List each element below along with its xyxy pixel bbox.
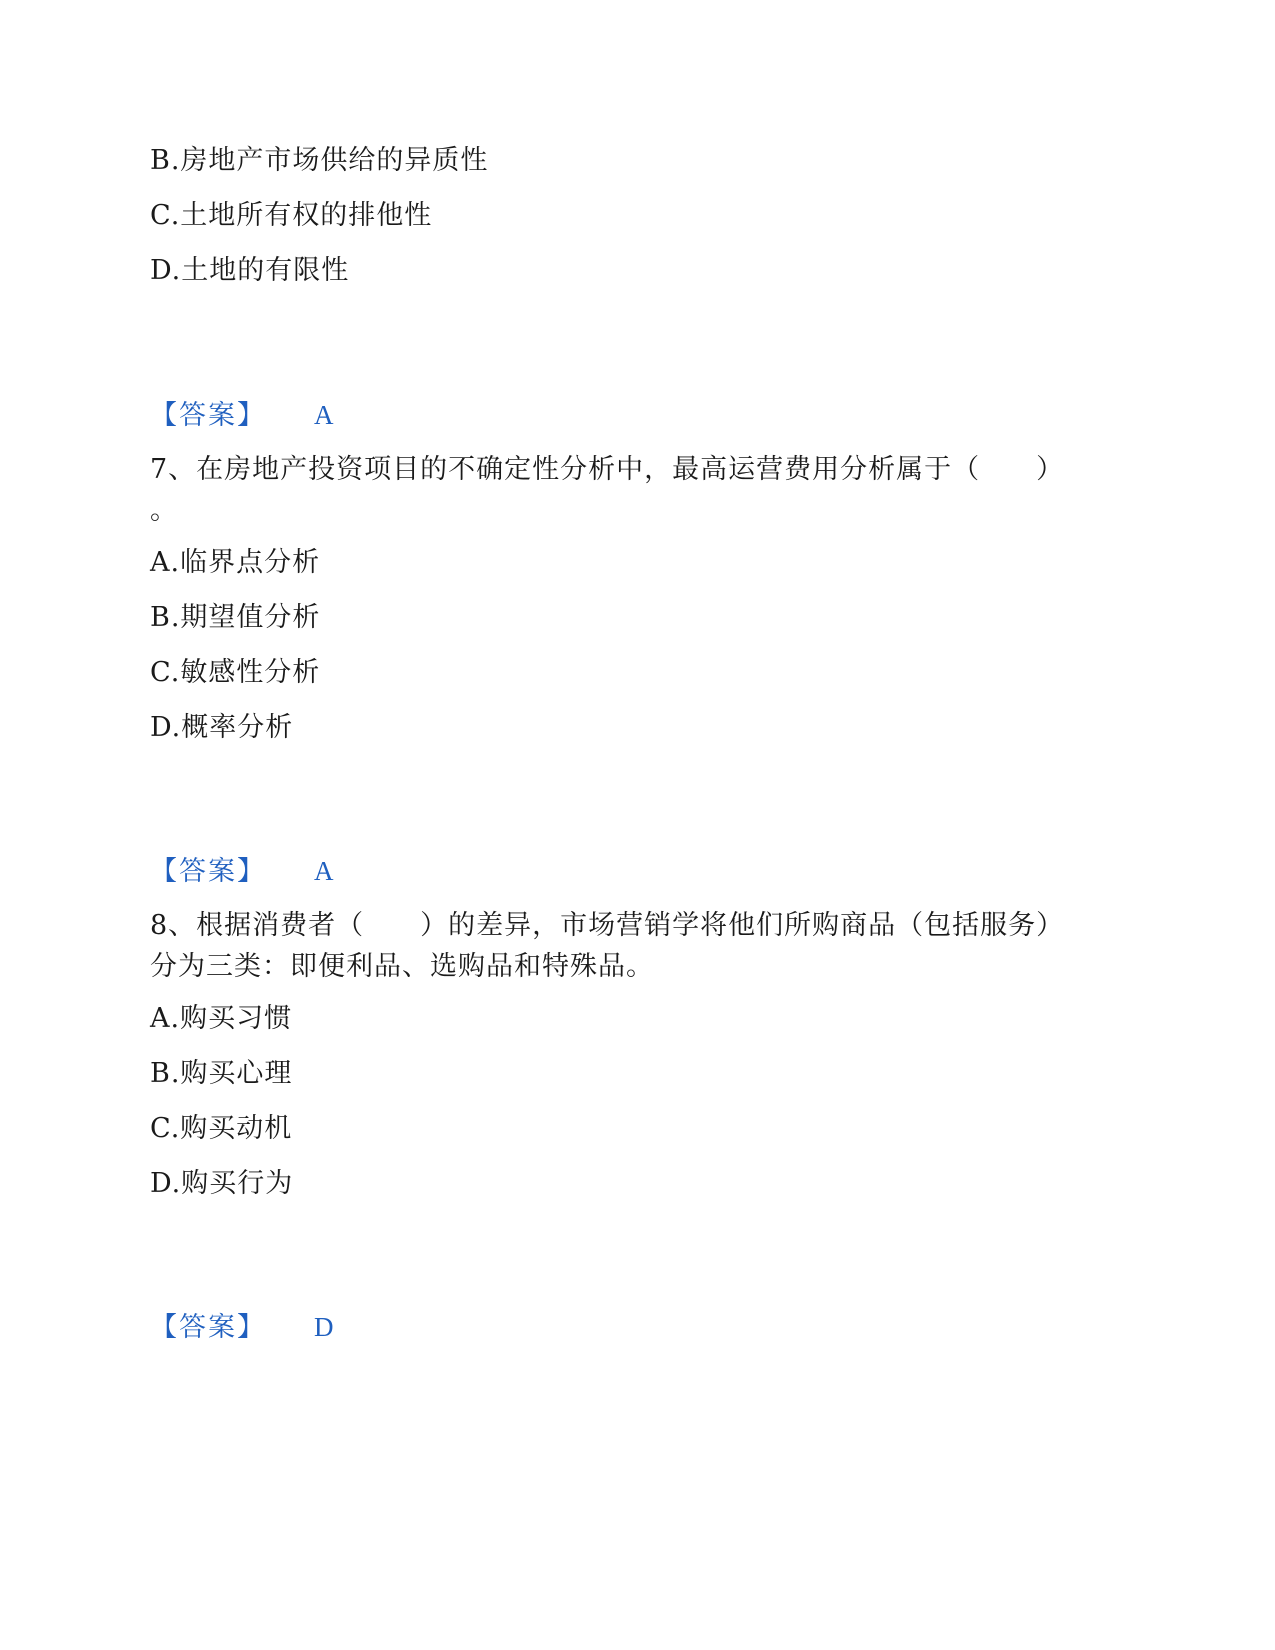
q7-option-a: A.临界点分析 (150, 547, 321, 578)
answer-value: A (314, 400, 334, 430)
q7-answer (150, 853, 334, 890)
q8-option-b: B.购买心理 (150, 1058, 293, 1089)
answer-value: A (314, 856, 334, 886)
answer-prev (150, 397, 334, 434)
q8-option-d: D.购买行为 (150, 1168, 294, 1199)
q7-option-b: B.期望值分析 (150, 602, 321, 633)
q7-stem-line1: 7、在房地产投资项目的不确定性分析中，最高运营费用分析属于（ ） (150, 454, 1065, 485)
q8-option-a: A.购买习惯 (150, 1003, 293, 1034)
q8-stem-line2: 分为三类：即便利品、选购品和特殊品。 (150, 951, 654, 982)
answer-label: 【答案】 (150, 400, 266, 431)
option-c-prev: C.土地所有权的排他性 (150, 200, 433, 231)
q8-answer (150, 1309, 334, 1346)
q8-stem-line1: 8、根据消费者（ ）的差异，市场营销学将他们所购商品（包括服务） (150, 910, 1065, 941)
answer-label: 【答案】 (150, 1312, 266, 1343)
option-d-prev: D.土地的有限性 (150, 255, 350, 286)
q7-option-c: C.敏感性分析 (150, 657, 321, 688)
answer-label: 【答案】 (150, 856, 266, 887)
q7-stem-line2: 。 (150, 495, 178, 526)
q8-option-c: C.购买动机 (150, 1113, 293, 1144)
q7-option-d: D.概率分析 (150, 712, 294, 743)
option-b-prev: B.房地产市场供给的异质性 (150, 145, 489, 176)
answer-value: D (314, 1312, 334, 1342)
